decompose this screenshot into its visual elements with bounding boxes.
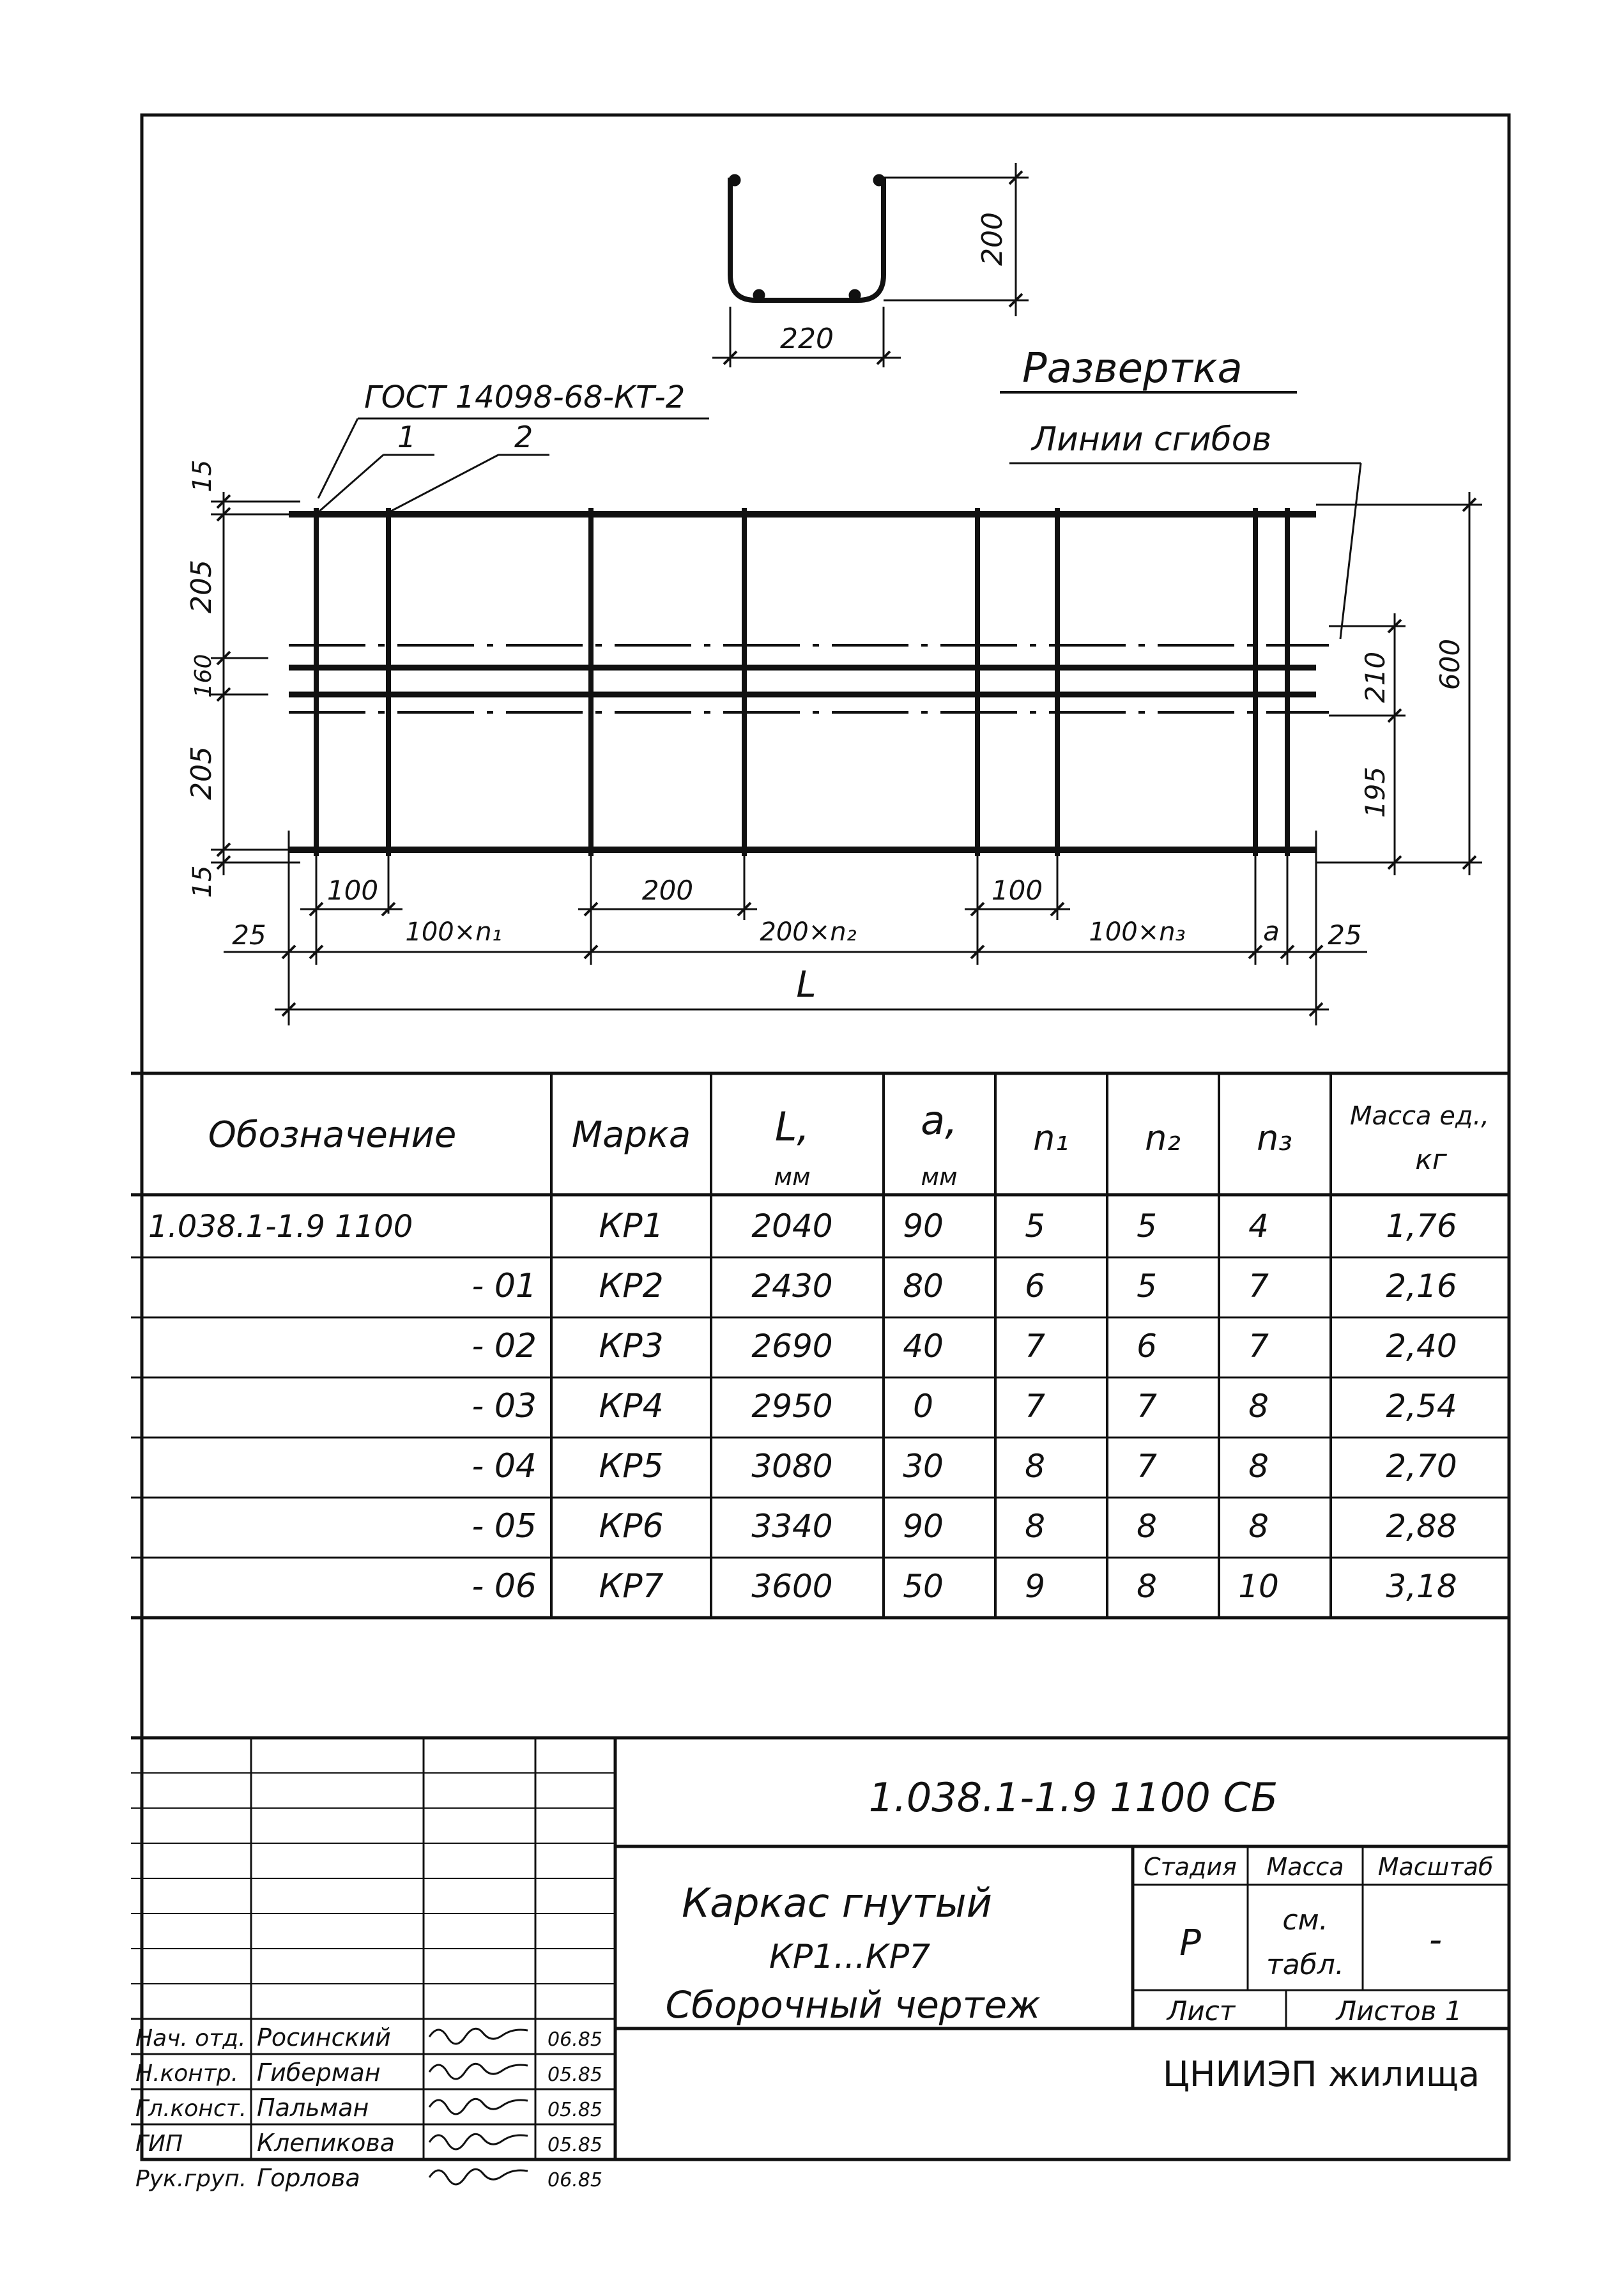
profile-bar-dot — [873, 174, 885, 186]
handwritten-signature — [429, 2099, 528, 2114]
cell-a: 40 — [903, 1328, 944, 1365]
cell-n3: 8 — [1248, 1388, 1269, 1425]
cell-designation: 1.038.1-1.9 1100 — [148, 1209, 413, 1245]
cell-a: 30 — [903, 1448, 944, 1485]
cell-mass: 2,54 — [1386, 1388, 1457, 1425]
doc-code: 1.038.1-1.9 1100 СБ — [868, 1774, 1278, 1821]
cell-n1: 6 — [1025, 1268, 1045, 1305]
cell-n2: 8 — [1137, 1568, 1157, 1605]
dim-25-left: 25 — [232, 919, 266, 951]
cell-n2: 7 — [1137, 1388, 1157, 1425]
header-L-unit: мм — [774, 1163, 811, 1191]
header-n1: n₁ — [1033, 1118, 1069, 1158]
sign-role: Гл.конст. — [135, 2096, 247, 2122]
dim-left-205-top: 205 — [185, 560, 218, 613]
cell-designation: - 01 — [471, 1267, 537, 1305]
dim-200: 200 — [641, 875, 694, 906]
dim-100-second: 100 — [991, 875, 1043, 906]
profile-height-label: 200 — [976, 212, 1009, 266]
cell-n3: 8 — [1248, 1448, 1269, 1485]
cell-n2: 5 — [1137, 1208, 1157, 1245]
profile-bar-dot — [753, 289, 765, 301]
cell-mark: КР7 — [599, 1567, 664, 1606]
dim-left-15-top: 15 — [188, 459, 217, 493]
cell-a: 90 — [903, 1508, 944, 1545]
header-mass-unit: кг — [1415, 1144, 1447, 1176]
cell-mass: 2,70 — [1386, 1448, 1457, 1485]
title-line-2: КР1...КР7 — [769, 1938, 931, 1976]
title-line-1: Каркас гнутый — [682, 1880, 992, 1926]
dim-n1: 100×n₁ — [405, 917, 502, 947]
mass-header: Масса — [1266, 1853, 1344, 1881]
cell-n1: 8 — [1025, 1448, 1045, 1485]
cell-mark: КР4 — [599, 1387, 664, 1425]
sign-date: 06.85 — [548, 2169, 602, 2191]
handwritten-signature — [429, 2028, 528, 2044]
callout-1-leader — [319, 455, 383, 511]
cell-n1: 8 — [1025, 1508, 1045, 1545]
scale-header: Масштаб — [1377, 1853, 1494, 1881]
header-L: L, — [774, 1103, 810, 1150]
cell-a: 50 — [903, 1568, 944, 1605]
callout-2: 2 — [514, 420, 533, 454]
cell-mass: 3,18 — [1386, 1568, 1457, 1605]
cell-mark: КР3 — [599, 1327, 664, 1365]
cell-n1: 7 — [1025, 1388, 1045, 1425]
cell-n2: 8 — [1137, 1508, 1157, 1545]
cell-mass: 2,16 — [1386, 1268, 1457, 1305]
cell-L: 3080 — [751, 1448, 833, 1485]
dim-right-195: 195 — [1360, 766, 1391, 818]
cell-mark: КР5 — [599, 1447, 664, 1485]
bend-lines-leader — [1340, 463, 1361, 639]
cell-n3: 8 — [1248, 1508, 1269, 1545]
dim-left-160: 160 — [190, 654, 217, 698]
cell-n1: 5 — [1025, 1208, 1045, 1245]
dim-left-205-bottom: 205 — [185, 746, 218, 800]
stage-value: Р — [1179, 1922, 1201, 1964]
cell-n3: 7 — [1248, 1328, 1269, 1365]
cell-a: 90 — [903, 1208, 944, 1245]
sign-role: Рук.груп. — [135, 2166, 247, 2192]
header-mark: Марка — [571, 1114, 691, 1156]
cell-designation: - 06 — [471, 1567, 537, 1606]
header-n2: n₂ — [1145, 1118, 1181, 1158]
cell-a: 0 — [913, 1388, 933, 1425]
handwritten-signature — [429, 2169, 528, 2184]
sign-date: 05.85 — [548, 2134, 602, 2156]
sign-name: Пальман — [257, 2094, 369, 2122]
cell-designation: - 04 — [471, 1447, 537, 1485]
mass-value-1: см. — [1282, 1904, 1328, 1936]
sheet-label: Лист — [1167, 1995, 1236, 2027]
cell-n1: 9 — [1025, 1568, 1045, 1605]
sign-date: 05.85 — [548, 2064, 602, 2086]
header-n3: n₃ — [1257, 1118, 1292, 1158]
cell-mark: КР2 — [599, 1267, 664, 1305]
sign-name: Клепикова — [257, 2129, 395, 2157]
header-a-unit: мм — [921, 1163, 958, 1191]
mass-value-2: табл. — [1266, 1949, 1344, 1981]
cell-designation: - 02 — [471, 1327, 537, 1365]
header-mass: Масса ед., — [1350, 1101, 1489, 1131]
sign-name: Росинский — [257, 2023, 391, 2051]
profile-bar-dot — [849, 289, 861, 301]
cell-mass: 1,76 — [1386, 1208, 1457, 1245]
profile-width-label: 220 — [780, 323, 834, 355]
cell-n2: 5 — [1137, 1268, 1157, 1305]
sign-name: Горлова — [257, 2164, 360, 2192]
dim-L: L — [796, 964, 816, 1006]
header-a: a, — [921, 1097, 958, 1144]
cell-designation: - 03 — [471, 1387, 537, 1425]
cell-L: 2040 — [751, 1208, 833, 1245]
cell-mass: 2,40 — [1386, 1328, 1457, 1365]
callout-2-leader — [391, 455, 498, 511]
sign-date: 05.85 — [548, 2099, 602, 2121]
cell-n1: 7 — [1025, 1328, 1045, 1365]
scale-value: - — [1429, 1919, 1443, 1961]
stage-header: Стадия — [1144, 1853, 1237, 1881]
title-line-3: Сборочный чертеж — [665, 1983, 1041, 2027]
sign-role: ГИП — [135, 2131, 183, 2157]
dim-right-600: 600 — [1434, 638, 1466, 691]
dim-100-first: 100 — [326, 875, 379, 906]
cell-designation: - 05 — [471, 1507, 537, 1545]
cell-n3: 10 — [1238, 1568, 1279, 1605]
cell-mark: КР6 — [599, 1507, 664, 1545]
cell-n2: 7 — [1137, 1448, 1157, 1485]
organization: ЦНИИЭП жилища — [1162, 2054, 1480, 2094]
callout-1: 1 — [397, 420, 417, 454]
gost-label: ГОСТ 14098-68-КТ-2 — [364, 380, 686, 415]
cell-L: 3340 — [751, 1508, 833, 1545]
mesh-development — [289, 508, 1329, 856]
cell-L: 2690 — [751, 1328, 833, 1365]
cell-a: 80 — [903, 1268, 944, 1305]
spec-table-rows — [148, 1207, 1457, 1606]
sign-role: Н.контр. — [135, 2060, 239, 2087]
cell-n2: 6 — [1137, 1328, 1157, 1365]
sign-date: 06.85 — [548, 2028, 602, 2051]
left-dimensions — [211, 492, 300, 875]
sign-name: Гиберман — [257, 2059, 381, 2087]
cell-n3: 4 — [1248, 1208, 1269, 1245]
cell-L: 2430 — [751, 1268, 833, 1305]
dim-n3: 100×n₃ — [1089, 917, 1186, 947]
profile-bar-dot — [729, 174, 740, 186]
razvertka-label: Развертка — [1022, 345, 1243, 392]
profile-shape — [730, 178, 884, 300]
signature-rows — [135, 2023, 602, 2192]
bend-lines-label: Линии сгибов — [1032, 420, 1272, 459]
dim-n2: 200×n₂ — [760, 917, 857, 947]
cell-n3: 7 — [1248, 1268, 1269, 1305]
cell-mass: 2,88 — [1386, 1508, 1457, 1545]
sign-role: Нач. отд. — [135, 2025, 246, 2051]
cell-L: 2950 — [751, 1388, 833, 1425]
dim-25-right: 25 — [1328, 919, 1362, 951]
sheets-label: Листов 1 — [1336, 1995, 1462, 2027]
dim-a: a — [1263, 916, 1280, 947]
header-designation: Обозначение — [208, 1114, 457, 1156]
dim-left-15-bottom: 15 — [188, 865, 217, 898]
dim-right-210: 210 — [1360, 651, 1391, 703]
gost-leader — [318, 418, 358, 498]
handwritten-signature — [429, 2064, 528, 2079]
handwritten-signature — [429, 2134, 528, 2149]
cell-mark: КР1 — [599, 1207, 664, 1245]
cell-L: 3600 — [751, 1568, 833, 1605]
